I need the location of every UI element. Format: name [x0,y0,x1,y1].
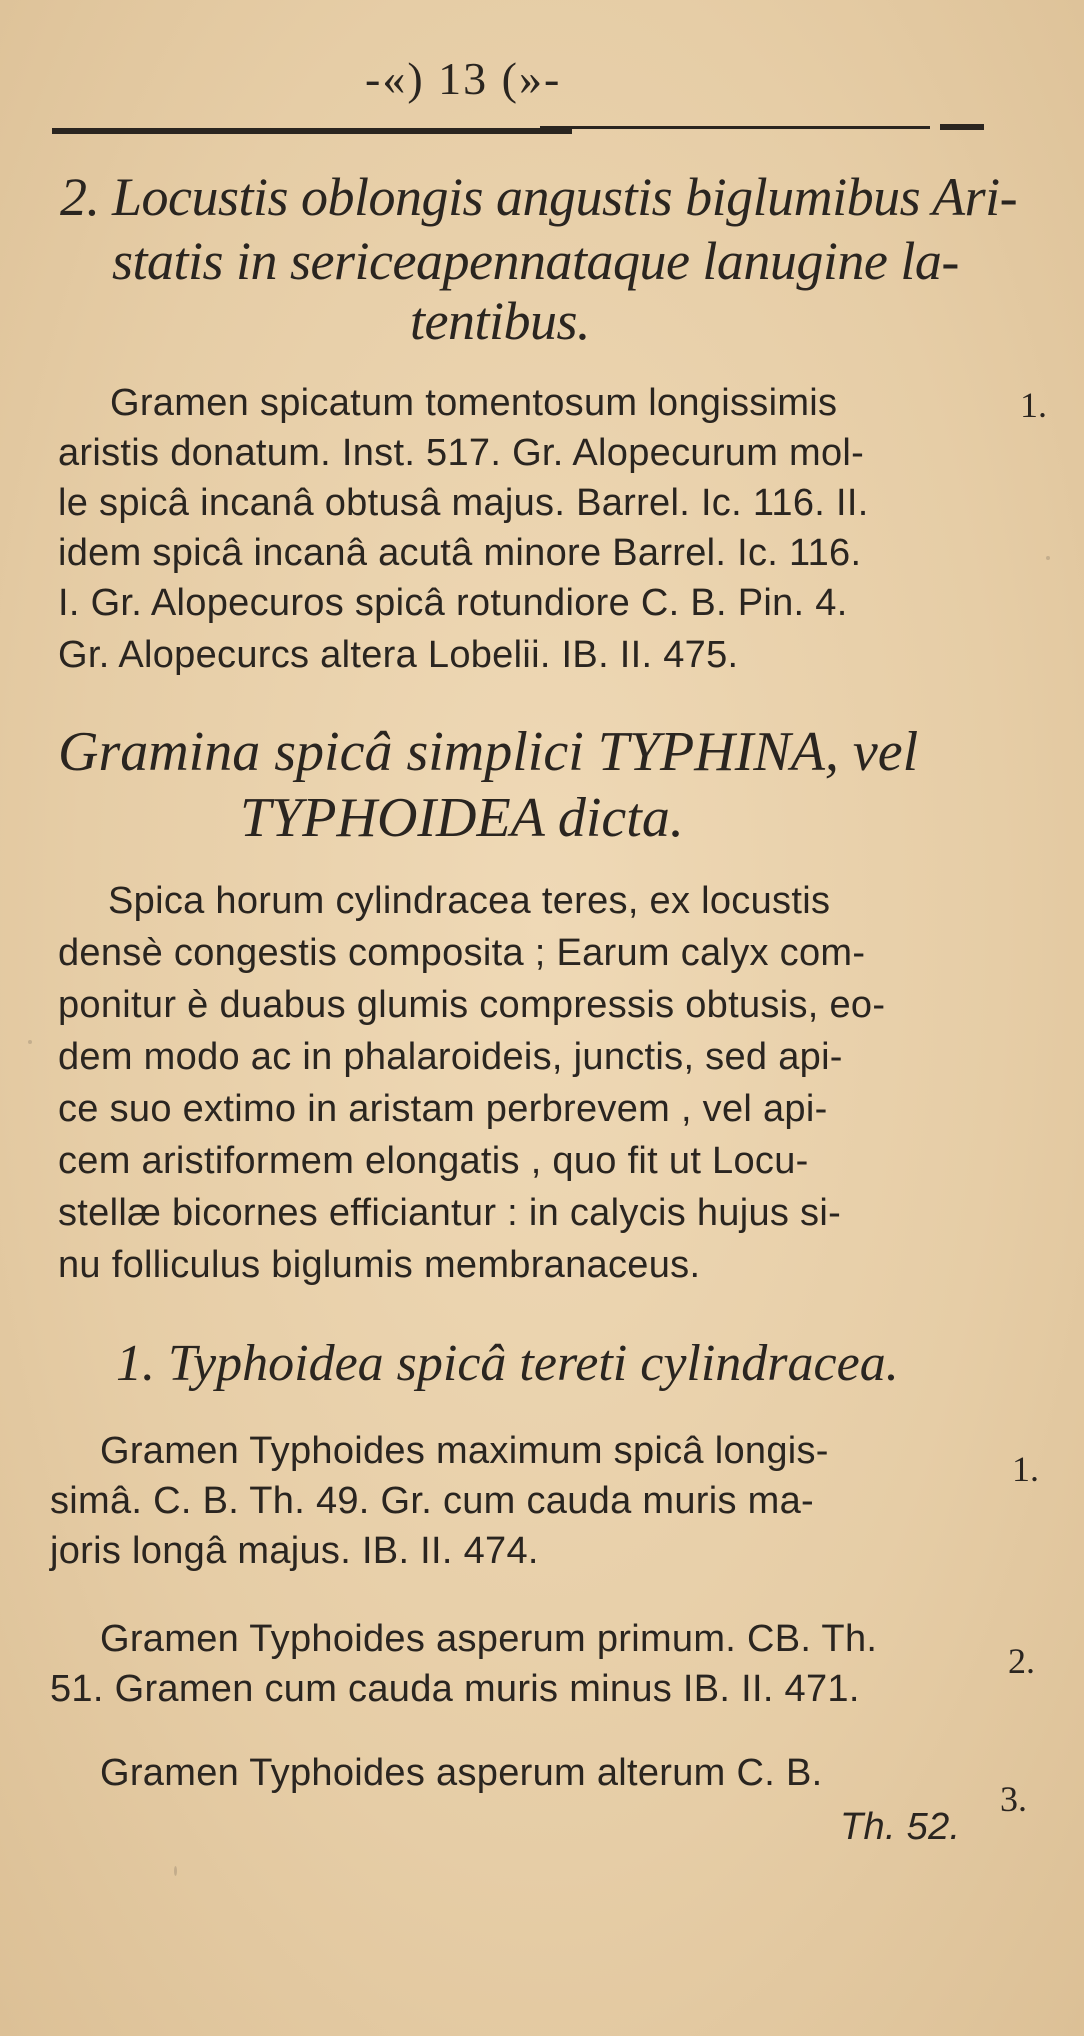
para2-line-2: densè congestis composita ; Earum calyx com- [58,932,866,974]
para2-line-6: cem aristiformem elongatis , quo fit ut Locu- [58,1140,809,1182]
typhoidea-subheading: 1. Typhoidea spicâ tereti cylindracea. [116,1335,899,1392]
section-title-line-2: statis in sericeapennataque lanugine la- [112,231,959,291]
para1-line-3: le spicâ incanâ obtusâ majus. Barrel. Ic. 116. II. [58,482,869,524]
entry3-line-1: Gramen Typhoides asperum alterum C. B. [100,1752,823,1794]
para2-line-5: ce suo extimo in aristam perbrevem , vel api- [58,1088,828,1130]
paper-speck [28,1040,32,1044]
para1-line-2: aristis donatum. Inst. 517. Gr. Alopecurum mol- [58,432,865,474]
para2-line-7: stellæ bicornes efficiantur : in calycis hujus si- [58,1192,842,1234]
paper-speck [174,1866,177,1876]
section-number: 2. [60,167,100,227]
para2-line-4: dem modo ac in phalaroideis, junctis, sed api- [58,1036,843,1078]
para2-line-1: Spica horum cylindracea teres, ex locustis [108,880,831,922]
paper-speck [1046,556,1050,560]
para1-line-5: I. Gr. Alopecuros spicâ rotundiore C. B. Pin. 4. [58,582,848,624]
typhina-heading-line-1: Gramina spicâ simplici TYPHINA, vel [58,721,919,783]
para1-margin-number: 1. [1020,385,1047,425]
entry1-line-2: simâ. C. B. Th. 49. Gr. cum cauda muris ma- [50,1480,814,1522]
entry2-line-2: 51. Gramen cum cauda muris minus IB. II. 471. [50,1668,860,1710]
typhina-heading-line-2: TYPHOIDEA dicta. [240,787,684,849]
running-head: -«) 13 (»- [365,53,562,104]
entry2-line-1: Gramen Typhoides asperum primum. CB. Th. [100,1618,878,1660]
header-rule-left [52,128,572,134]
entry3-line-2: Th. 52. [840,1806,961,1848]
para2-line-8: nu folliculus biglumis membranaceus. [58,1244,701,1286]
entry3-margin-number: 3. [1000,1779,1027,1819]
entry2-margin-number: 2. [1008,1641,1035,1681]
para1-line-4: idem spicâ incanâ acutâ minore Barrel. Ic. 116. [58,532,862,574]
entry1-line-1: Gramen Typhoides maximum spicâ longis- [100,1430,829,1472]
header-rule-middle [540,126,930,129]
header-rule-right [940,124,984,130]
para2-line-3: ponitur è duabus glumis compressis obtusis, eo- [58,984,886,1026]
entry1-margin-number: 1. [1012,1449,1039,1489]
entry1-line-3: joris longâ majus. IB. II. 474. [50,1530,539,1572]
para1-line-1: Gramen spicatum tomentosum longissimis [110,382,838,424]
section-title-line-3: tentibus. [410,291,590,351]
para1-line-6: Gr. Alopecurcs altera Lobelii. IB. II. 475. [58,634,739,676]
section-title-line-1: Locustis oblongis angustis biglumibus Ari- [112,167,1018,227]
